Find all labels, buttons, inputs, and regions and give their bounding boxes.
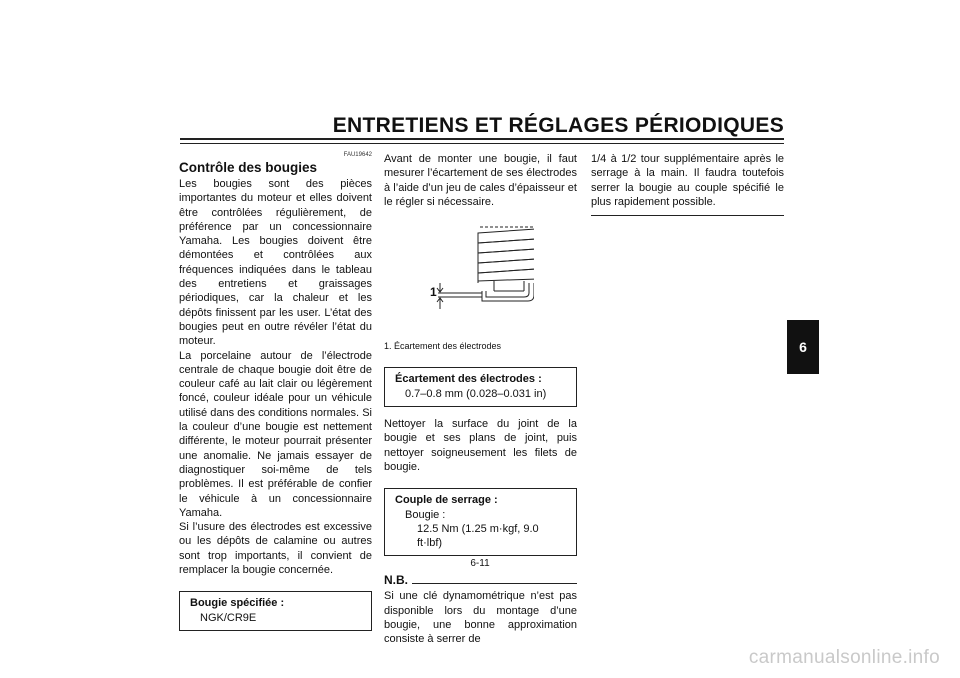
spark-plug-spec-label: Bougie spécifiée : [190, 597, 285, 610]
note-end-rule [591, 215, 784, 216]
page-number: 6-11 [470, 558, 490, 569]
header-rule-thin [180, 143, 784, 144]
spark-plug-spec-value: NGK/CR9E [200, 611, 257, 624]
spark-plug-spec-box [179, 591, 372, 631]
column-middle [384, 152, 577, 647]
spark-plug-figure [384, 223, 577, 331]
note-text-continued: 1/4 à 1/2 tour supplémentaire après le serrage à la main. Il faudra toutefois serrer la bougie au couple spécifié le plus rapidement possible. [591, 153, 784, 208]
torque-spec-box [384, 488, 577, 556]
torque-label: Couple de serrage : [395, 494, 498, 507]
paragraph-porcelain: La porcelaine autour de l’électrode centrale de chaque bougie doit être de couleur café au lait clair ou légèrement foncé, couleur idéale pour un véhicule utilisé dans des conditions normales. Si la couleur d’une bougie est nettement différente, le moteur pourrait présenter une anomalie. Ne jamais essayer de diagnostiquer soi-même de tels problèmes. Il est préférable de confier le véhicule à un concessionnaire Yamaha. [179, 349, 372, 519]
note-text: Si une clé dynamométrique n’est pas disponible lors du montage d’une bougie, une bonne approximation consiste à serrer de [384, 590, 577, 646]
paragraph-intro: Les bougies sont des pièces importantes du moteur et elles doivent être contrôlées régulièrement, de préférence par un concessionnaire Yamaha. Les bougies doivent être démontées et contrôlées aux fréquences indiquées dans le tableau des entretiens et graissages périodiques, car la chaleur et les dépôts finissent par les user. L’état des bougies peut en outre révéler l’état du moteur. [179, 178, 372, 348]
electrode-gap-spec-box [384, 367, 577, 407]
paragraph-clean-gasket: Nettoyer la surface du joint de la bougie et ses plans de joint, puis nettoyer soigneusement les filets de bougie. [384, 418, 577, 473]
watermark: carmanualsonline.info [748, 647, 940, 668]
spark-plug-illustration [424, 223, 534, 318]
figure-callout-number: 1 [430, 285, 437, 300]
electrode-gap-value: 0.7–0.8 mm (0.028–0.031 in) [405, 387, 547, 400]
torque-sub-label: Bougie : [405, 508, 446, 521]
paragraph-wear: Si l’usure des électrodes est excessive ou les dépôts de calamine ou autres sont trop importants, il convient de remplacer la bougie concernée. [179, 521, 372, 577]
section-code: FAU19642 [343, 152, 372, 158]
electrode-gap-label: Écartement des électrodes : [395, 373, 542, 386]
column-right [591, 152, 784, 216]
header-rule-thick [180, 138, 784, 140]
torque-value: 12.5 Nm (1.25 m·kgf, 9.0 ft·lbf) [417, 522, 539, 550]
note-label: N.B. [384, 573, 408, 588]
note-rule [412, 583, 577, 584]
figure-caption: 1. Écartement des électrodes [384, 341, 502, 352]
page-header-title: ENTRETIENS ET RÉGLAGES PÉRIODIQUES [332, 114, 784, 137]
chapter-tab: 6 [787, 320, 819, 374]
section-title: Contrôle des bougies [179, 160, 318, 175]
paragraph-gap-measure: Avant de monter une bougie, il faut mesurer l’écartement de ses électrodes à l’aide d’un jeu de cales d’épaisseur et le régler si nécessaire. [384, 153, 577, 208]
note-heading [384, 574, 577, 587]
